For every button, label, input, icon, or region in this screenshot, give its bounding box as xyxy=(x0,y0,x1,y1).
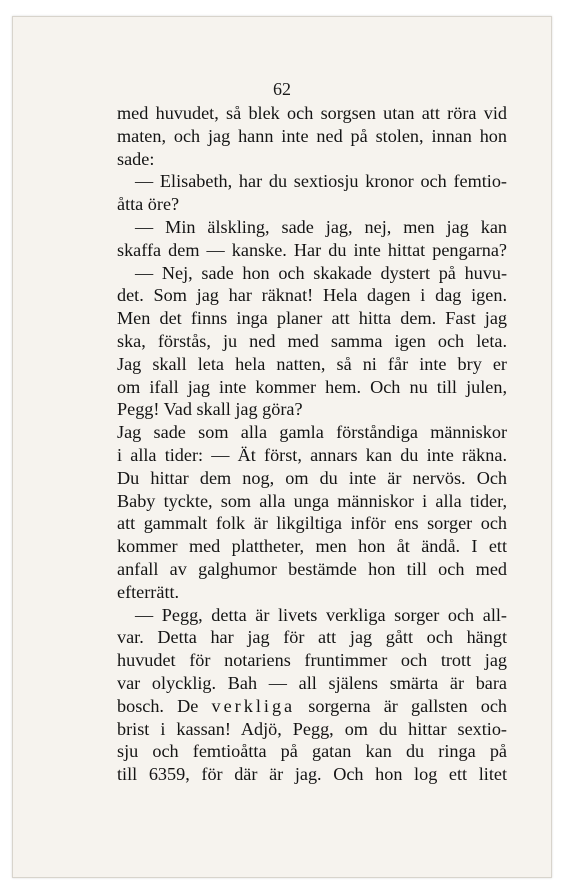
text-line: — Pegg, detta är livets verkliga sorger och all- xyxy=(135,604,507,625)
text-line: — Nej, sade hon och skakade dystert på huvu- xyxy=(135,262,507,283)
text-segment: sorgerna är gallsten och xyxy=(295,695,508,716)
text-line: att gammalt folk är likgiltiga inför ens sorger och xyxy=(117,513,507,534)
text-line: skaffa dem — kanske. Har du inte hittat pengarna? xyxy=(117,239,507,260)
text-line: Jag skall leta hela natten, så ni får inte bry er xyxy=(117,353,507,374)
text-line: med huvudet, så blek och sorgsen utan att röra vid xyxy=(117,103,507,123)
text-line: till 6359, för där är jag. Och hon log ett litet xyxy=(117,764,507,785)
text-line: om ifall jag inte kommer hem. Och nu till julen, xyxy=(117,376,507,397)
text-line: ska, förstås, ju ned med samma igen och leta. xyxy=(117,330,507,351)
text-line: Du hittar dem nog, om du inte är nervös. Och xyxy=(117,467,507,488)
text-line: — Min älskling, sade jag, nej, men jag kan xyxy=(135,216,507,237)
text-line: var olycklig. Bah — all själens smärta är bara xyxy=(117,672,507,693)
text-line: i alla tider: — Ät först, annars kan du inte räkna. xyxy=(117,444,507,465)
page-number: 62 xyxy=(273,79,291,99)
text-line: sade: xyxy=(117,148,155,169)
text-line: huvudet för notariens fruntimmer och trott jag xyxy=(117,650,507,671)
spaced-emphasis-word: verkliga xyxy=(211,695,296,716)
text-line: Men det finns inga planer att hitta dem. Fast jag xyxy=(117,308,507,329)
text-line: Baby tyckte, som alla unga människor i alla tider, xyxy=(117,490,507,511)
text-line: brist i kassan! Adjö, Pegg, om du hittar sextio- xyxy=(117,718,507,739)
text-line-spaced-emphasis xyxy=(117,695,507,718)
text-line: anfall av galghumor bestämde hon till och med xyxy=(117,558,507,579)
text-line: maten, och jag hann inte ned på stolen, innan hon xyxy=(117,125,507,146)
text-line: efterrätt. xyxy=(117,581,180,602)
book-page xyxy=(12,16,552,878)
text-line: det. Som jag har räknat! Hela dagen i dag igen. xyxy=(117,285,507,306)
text-line: Jag sade som alla gamla förståndiga människor xyxy=(117,422,507,443)
text-line: sju och femtioåtta på gatan kan du ringa på xyxy=(117,741,507,762)
text-line: åtta öre? xyxy=(117,194,180,215)
text-line: — Elisabeth, har du sextiosju kronor och femtio- xyxy=(135,171,507,192)
text-line: Pegg! Vad skall jag göra? xyxy=(117,399,303,420)
text-line: var. Detta har jag för att jag gått och hängt xyxy=(117,627,507,648)
body-text xyxy=(117,102,507,786)
text-line: kommer med plattheter, men hon åt ändå. I ett xyxy=(117,536,507,557)
text-segment: bosch. De xyxy=(117,695,212,716)
